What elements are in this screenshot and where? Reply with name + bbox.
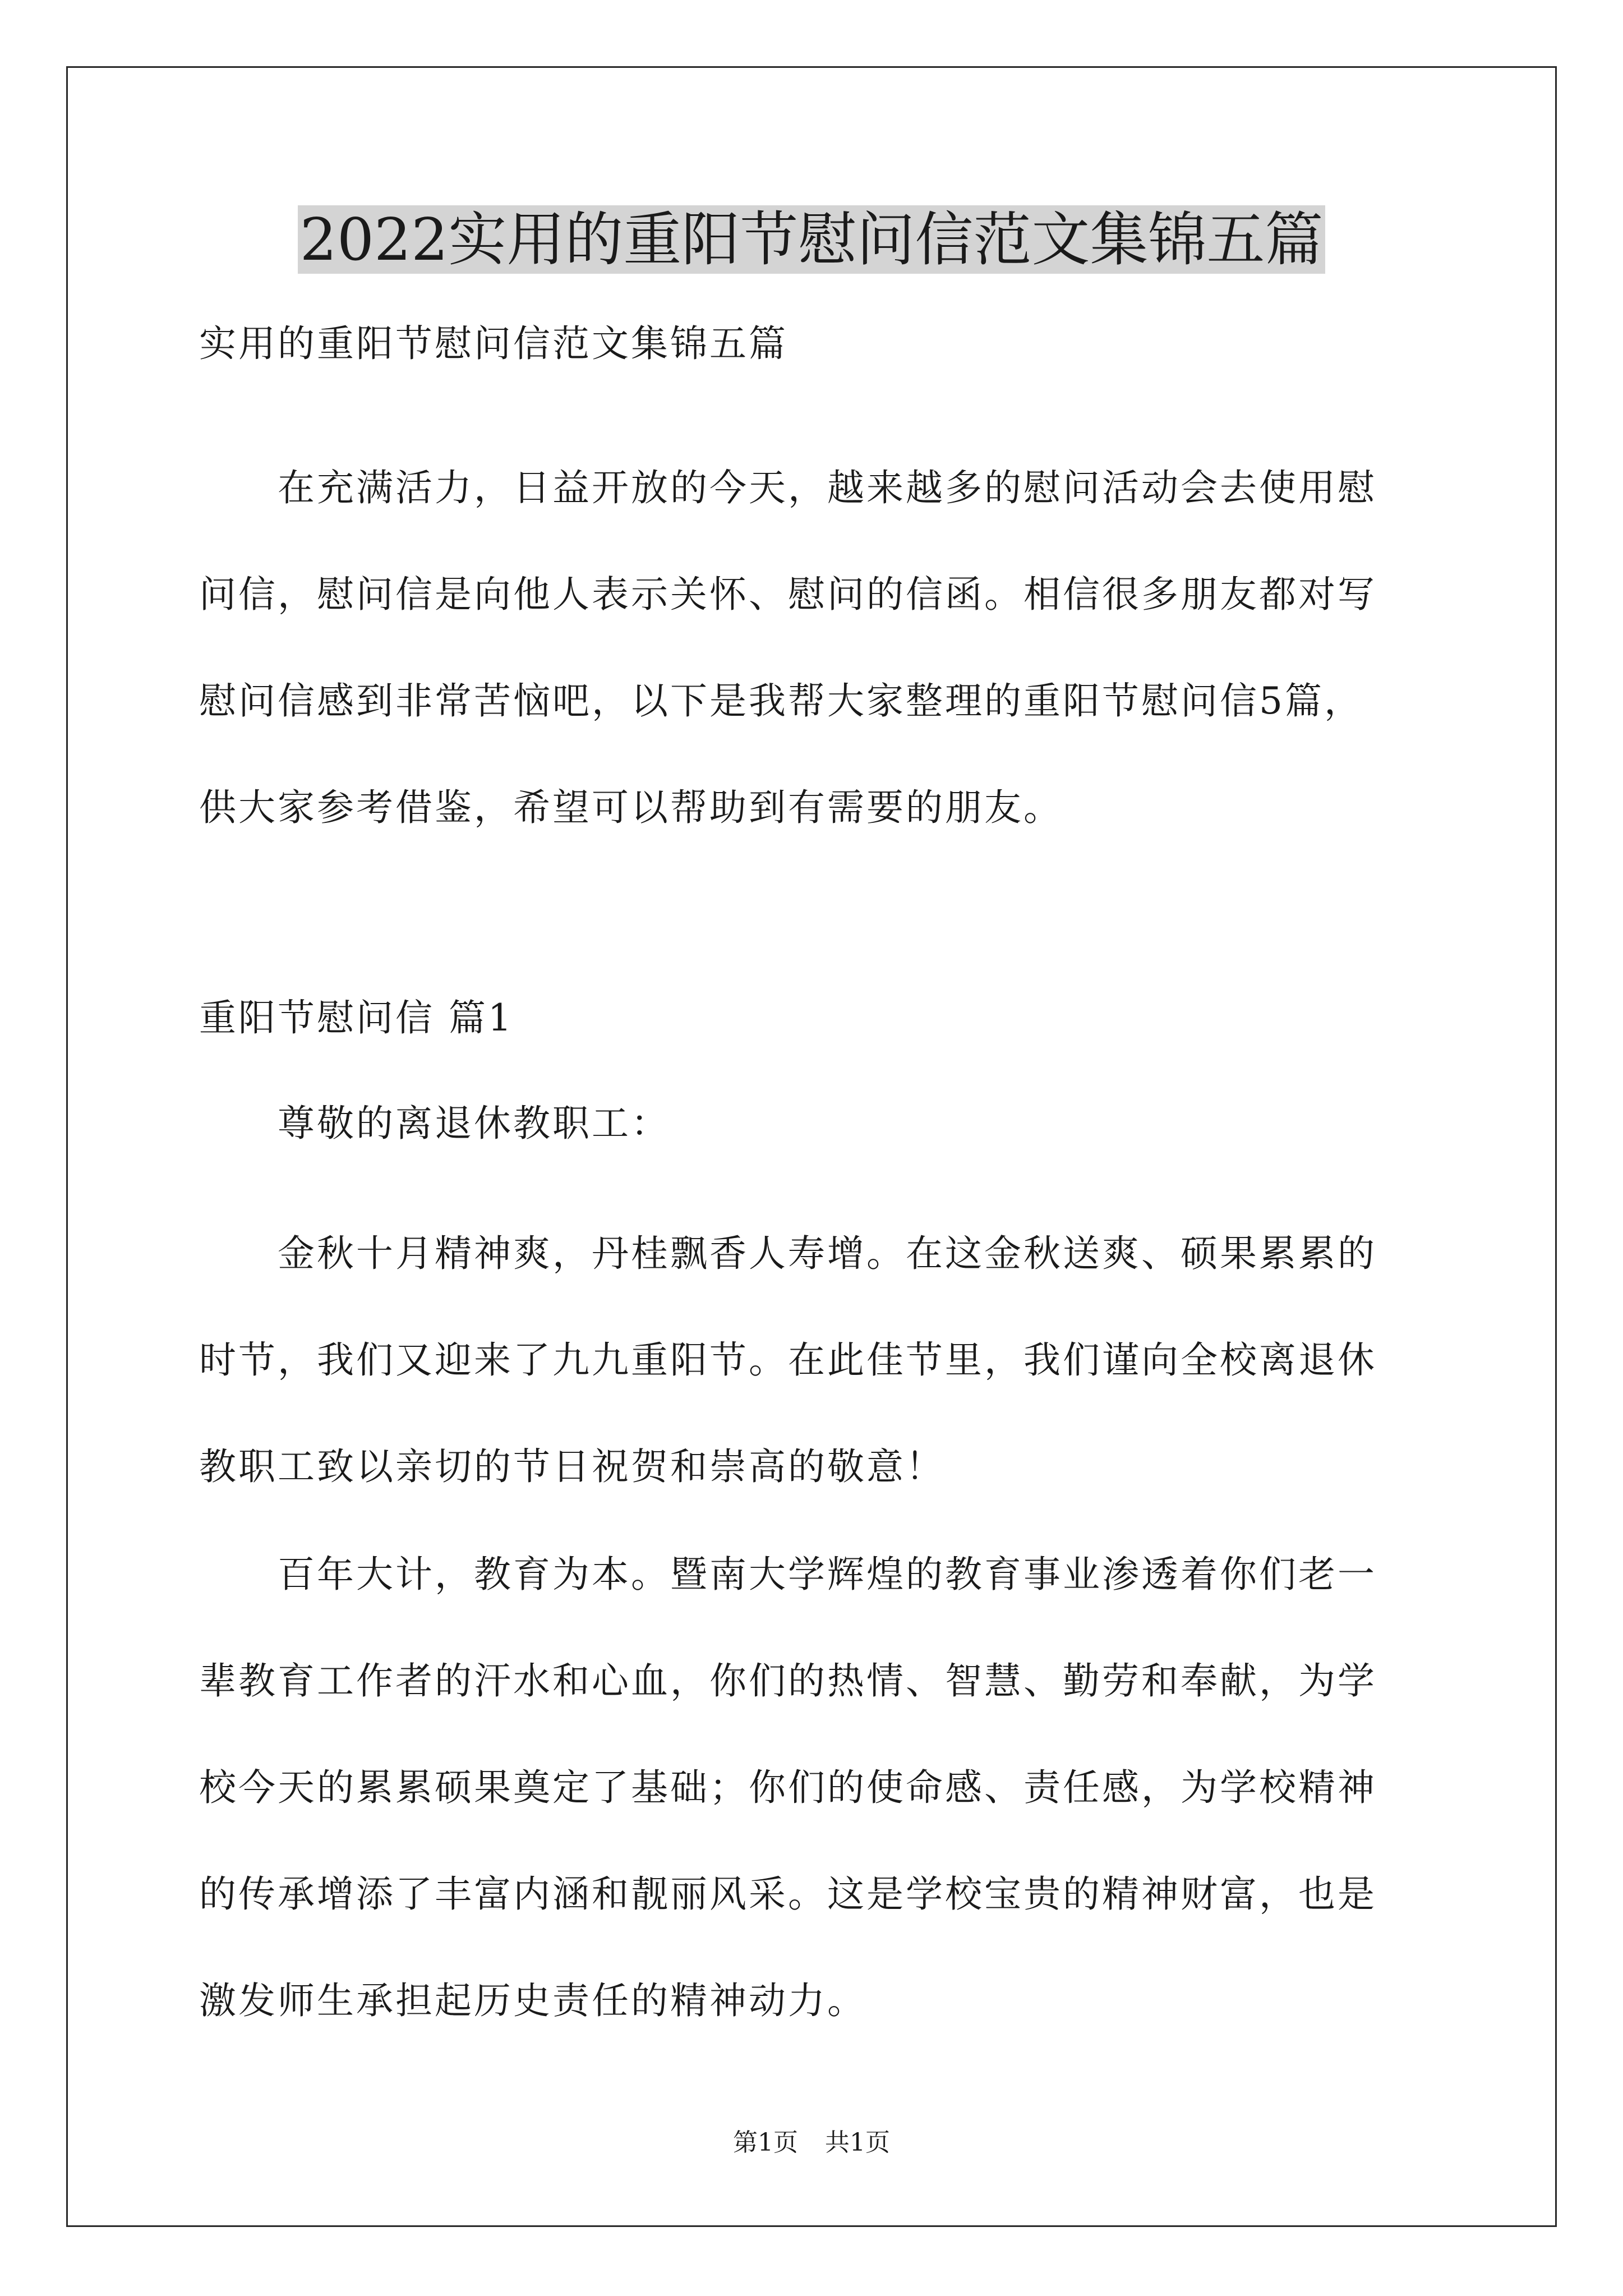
paragraph-line: 金秋十月精神爽，丹桂飘香人寿增。在这金秋送爽、硕果累累的: [199, 1232, 1377, 1275]
page-number-current: 第1页: [733, 2128, 798, 2157]
document-body: [199, 319, 1427, 369]
intro-line: 在充满活力，日益开放的今天，越来越多的慰问活动会去使用慰: [199, 466, 1377, 509]
intro-line: 供大家参考借鉴，希望可以帮助到有需要的朋友。: [199, 786, 1063, 829]
salutation: 尊敬的离退休教职工：: [199, 1102, 670, 1145]
paragraph-line: 辈教育工作者的汗水和心血，你们的热情、智慧、勤劳和奉献，为学: [199, 1659, 1377, 1703]
letter-paragraph-1: [199, 1200, 1427, 1520]
intro-paragraph: [199, 435, 1427, 861]
paragraph-line: 教职工致以亲切的节日祝贺和崇高的敬意！: [199, 1445, 945, 1488]
paragraph-line: 激发师生承担起历史责任的精神动力。: [199, 1979, 866, 2022]
paragraph-line: 校今天的累累硕果奠定了基础；你们的使命感、责任感，为学校精神: [199, 1766, 1377, 1809]
letter-paragraph-2: [199, 1521, 1427, 2054]
section-heading: 重阳节慰问信 篇1: [199, 996, 514, 1039]
paragraph-line: 的传承增添了丰富内涵和靓丽风采。这是学校宝贵的精神财富，也是: [199, 1872, 1377, 1916]
page-footer: [0, 2126, 1623, 2160]
paragraph-line: 时节，我们又迎来了九九重阳节。在此佳节里，我们谨向全校离退休: [199, 1338, 1377, 1382]
page-number-total: 共1页: [825, 2128, 890, 2157]
document-title: [0, 197, 1623, 282]
document-title-text: 2022实用的重阳节慰问信范文集锦五篇: [298, 205, 1326, 274]
intro-line: 慰问信感到非常苦恼吧，以下是我帮大家整理的重阳节慰问信5篇，: [199, 679, 1363, 723]
intro-line: 问信，慰问信是向他人表示关怀、慰问的信函。相信很多朋友都对写: [199, 573, 1377, 616]
salutation-block: [199, 1098, 1427, 1149]
document-subtitle: 实用的重阳节慰问信范文集锦五篇: [199, 322, 788, 365]
paragraph-line: 百年大计，教育为本。暨南大学辉煌的教育事业渗透着你们老一: [199, 1553, 1377, 1596]
section-heading-block: [199, 993, 1427, 1043]
